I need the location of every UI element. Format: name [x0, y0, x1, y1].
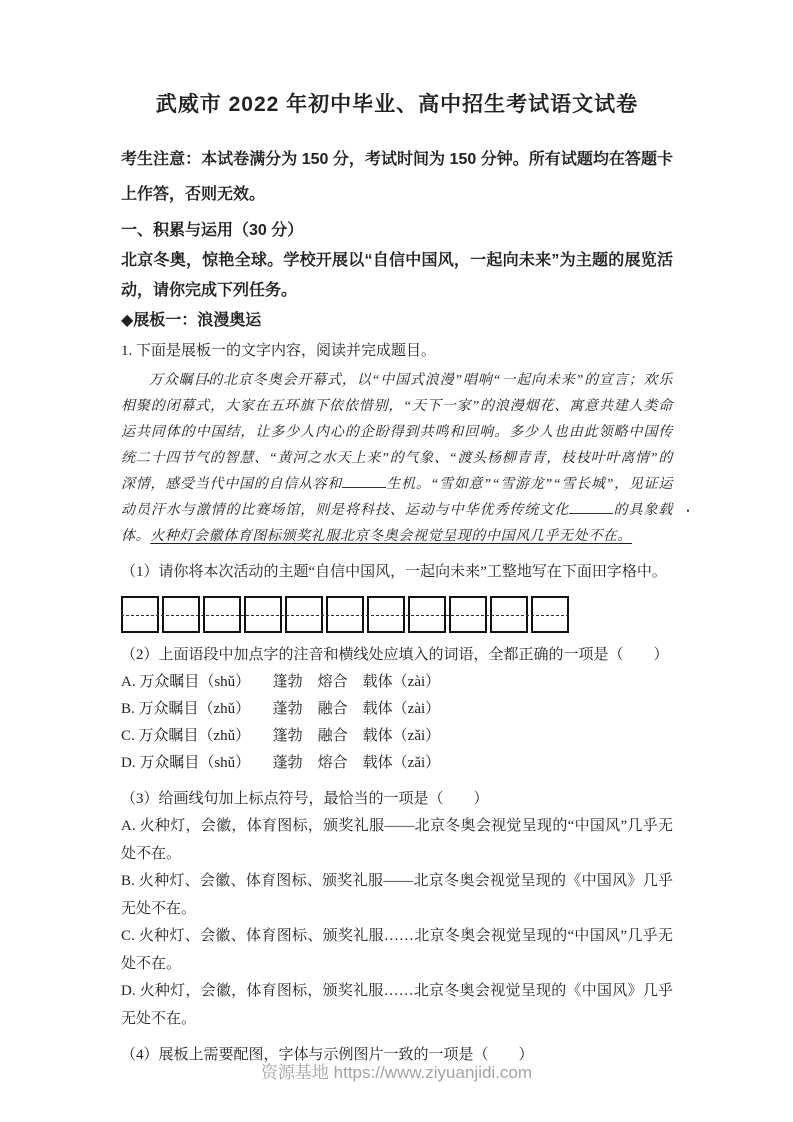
watermark-text: 资源基地 https://www.ziyuanjidi.com — [260, 1063, 533, 1082]
option-c: C. 万众瞩目（zhǔ） 篷勃 融合 载体（zǎi） — [121, 728, 441, 744]
fill-in-blank-1 — [342, 475, 386, 488]
question-1-4: （4）展板上需要配图，字体与示例图片一致的一项是（ ） — [121, 1047, 534, 1063]
emphasis-dot-char-zhu: 瞩 • — [179, 373, 194, 388]
grid-cell — [531, 596, 569, 633]
grid-cell — [121, 596, 159, 633]
writing-grid — [121, 596, 569, 633]
question-1-2-options — [121, 669, 673, 777]
passage-text: 的具象 — [613, 503, 659, 518]
question-1-3: （3）给画线句加上标点符号，最恰当的一项是（ ） — [121, 791, 489, 807]
passage-text: 目的北京冬奥会开幕式，以“中国式浪漫”唱响“一起向未来”的宣言；欢乐相聚的闭幕式，大家在五环旗下依依惜别，“天下一家”的浪漫烟花、寓意共建人类命运共同体的中国结，让多少人内心的企盼得到共鸣和回响。多少人也由此领略中国传统二十四节气的智慧、“黄河之水天上来”的气象、“渡头杨柳青青，枝枝叶叶离情”的深情，感受当代中国的自信从容和 — [121, 373, 673, 492]
exam-notice: 考生注意：本试卷满分为 150 分，考试时间为 150 分钟。所有试题均在答题卡上作答，否则无效。 — [121, 151, 673, 203]
option-b: B. 火种灯、会徽、体育图标、颁奖礼服——北京冬奥会视觉呈现的《中国风》几乎无处不在。 — [121, 873, 673, 917]
grid-cell — [367, 596, 405, 633]
passage-text: 万众 — [149, 373, 179, 388]
emphasis-dot-char-zai: 载 • — [658, 503, 673, 518]
grid-cell — [203, 596, 241, 633]
board-title: ◆展板一：浪漫奥运 — [121, 312, 262, 329]
grid-cell — [326, 596, 364, 633]
grid-cell — [449, 596, 487, 633]
option-a: A. 万众瞩目（shǔ） 篷勃 熔合 载体（zài） — [121, 674, 441, 690]
grid-cell — [162, 596, 200, 633]
question-1-stem: 1. 下面是展板一的文字内容，阅读并完成题目。 — [121, 343, 437, 359]
option-c: C. 火种灯、会徽、体育图标、颁奖礼服……北京冬奥会视觉呈现的“中国风”几乎无处不在。 — [121, 928, 673, 972]
grid-cell — [408, 596, 446, 633]
page-title: 武威市 2022 年初中毕业、高中招生考试语文试卷 — [155, 93, 639, 116]
reading-passage — [121, 368, 673, 550]
question-1-2: （2）上面语段中加点字的注音和横线处应填入的词语，全都正确的一项是（ ） — [121, 647, 669, 663]
option-d: D. 万众瞩目（shǔ） 蓬勃 熔合 载体（zǎi） — [121, 755, 441, 771]
option-d: D. 火种灯，会徽，体育图标，颁奖礼服……北京冬奥会视觉呈现的《中国风》几乎无处不在。 — [121, 983, 673, 1027]
watermark-footer — [0, 1058, 793, 1083]
section-heading: 一、积累与运用（30 分） — [121, 222, 304, 239]
passage-text: 生机。“雪如意”“雪游龙”“雪长城”，见证运动员汗水与激情的比赛场馆，则是将科技、运动与中华优秀传统文化 — [121, 477, 674, 518]
grid-cell — [285, 596, 323, 633]
grid-cell — [244, 596, 282, 633]
grid-cell — [490, 596, 528, 633]
question-1-3-options — [121, 813, 673, 1033]
section-intro: 北京冬奥，惊艳全球。学校开展以“自信中国风，一起向未来”为主题的展览活动，请你完成下列任务。 — [121, 252, 673, 299]
passage-text: 体。 — [121, 529, 151, 544]
option-b: B. 万众瞩目（zhǔ） 蓬勃 融合 载体（zài） — [121, 701, 441, 717]
underlined-sentence: 火种灯会徽体育图标颁奖礼服北京冬奥会视觉呈现的中国风几乎无处不在。 — [150, 529, 633, 544]
question-1-1: （1）请你将本次活动的主题“自信中国风，一起向未来”工整地写在下面田字格中。 — [121, 564, 667, 580]
option-a: A. 火种灯，会徽，体育图标，颁奖礼服——北京冬奥会视觉呈现的“中国风”几乎无处不在。 — [121, 818, 673, 862]
fill-in-blank-2 — [569, 501, 613, 514]
